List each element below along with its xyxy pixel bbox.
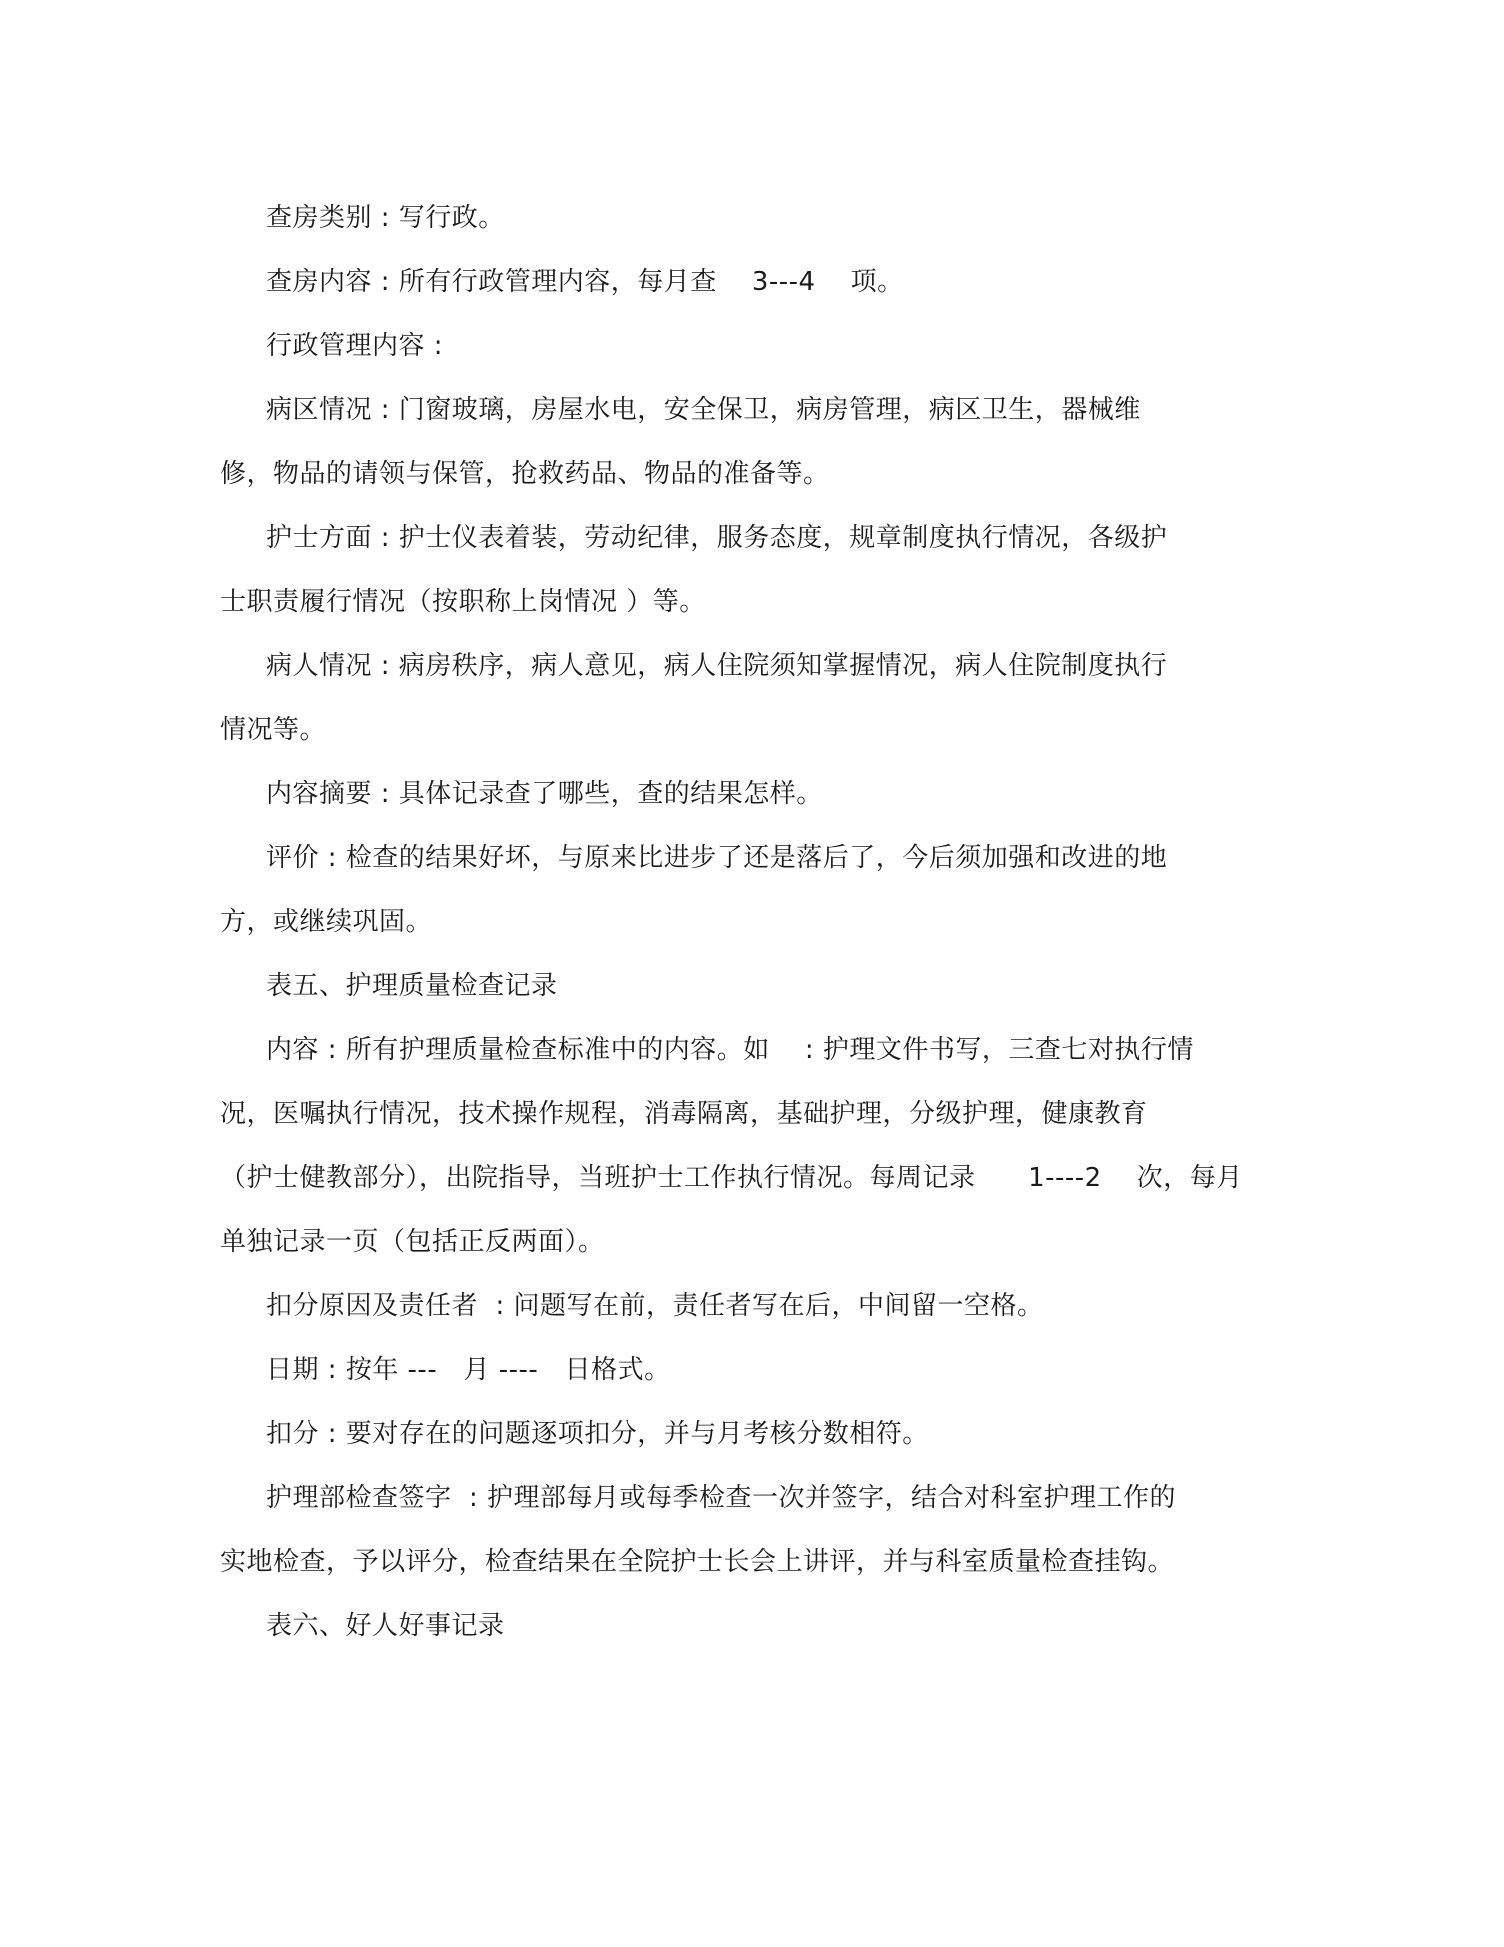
paragraph-line: 士职责履行情况（按职称上岗情况 ）等。 (220, 587, 706, 617)
paragraph-line: 修，物品的请领与保管，抢救药品、物品的准备等。 (220, 459, 830, 489)
paragraph-line: 单独记录一页（包括正反两面）。 (220, 1227, 605, 1257)
paragraph-line: 情况等。 (220, 715, 327, 745)
paragraph-line: 查房内容 : 所有行政管理内容，每月查 3---4 项。 (266, 267, 904, 297)
paragraph-line: 查房类别 : 写行政。 (266, 203, 505, 233)
paragraph-line: 病区情况 : 门窗玻璃，房屋水电，安全保卫，病房管理，病区卫生，器械维 (266, 395, 1141, 425)
paragraph-line: 实地检查，予以评分，检查结果在全院护士长会上讲评，并与科室质量检查挂钩。 (220, 1547, 1175, 1577)
paragraph-line: 内容摘要 : 具体记录查了哪些，查的结果怎样。 (266, 779, 823, 809)
paragraph-line: 方，或继续巩固。 (220, 907, 433, 937)
paragraph-line: 况，医嘱执行情况，技术操作规程，消毒隔离，基础护理，分级护理，健康教育 (220, 1099, 1148, 1129)
paragraph-line: 病人情况 : 病房秩序，病人意见，病人住院须知掌握情况，病人住院制度执行 (266, 651, 1168, 681)
paragraph-line: 行政管理内容 : (266, 331, 444, 361)
paragraph-line: 护士方面 : 护士仪表着装，劳动纪律，服务态度，规章制度执行情况，各级护 (266, 523, 1168, 553)
paragraph-line: 评价 : 检查的结果好坏，与原来比进步了还是落后了，今后须加强和改进的地 (266, 843, 1168, 873)
paragraph-line: 护理部检查签字 : 护理部每月或每季检查一次并签字，结合对科室护理工作的 (266, 1483, 1177, 1513)
paragraph-line: 内容 : 所有护理质量检查标准中的内容。如 : 护理文件书写，三查七对执行情 (266, 1035, 1194, 1065)
paragraph-line: 扣分 : 要对存在的问题逐项扣分，并与月考核分数相符。 (266, 1419, 929, 1449)
section-heading: 表六、好人好事记录 (266, 1611, 505, 1641)
paragraph-line: 扣分原因及责任者 : 问题写在前，责任者写在后，中间留一空格。 (266, 1291, 1044, 1321)
paragraph-line: 日期 : 按年 --- 月 ---- 日格式。 (266, 1355, 671, 1385)
section-heading: 表五、护理质量检查记录 (266, 971, 558, 1001)
paragraph-line: （护士健教部分），出院指导，当班护士工作执行情况。每周记录 1----2 次，每月 (220, 1163, 1243, 1193)
